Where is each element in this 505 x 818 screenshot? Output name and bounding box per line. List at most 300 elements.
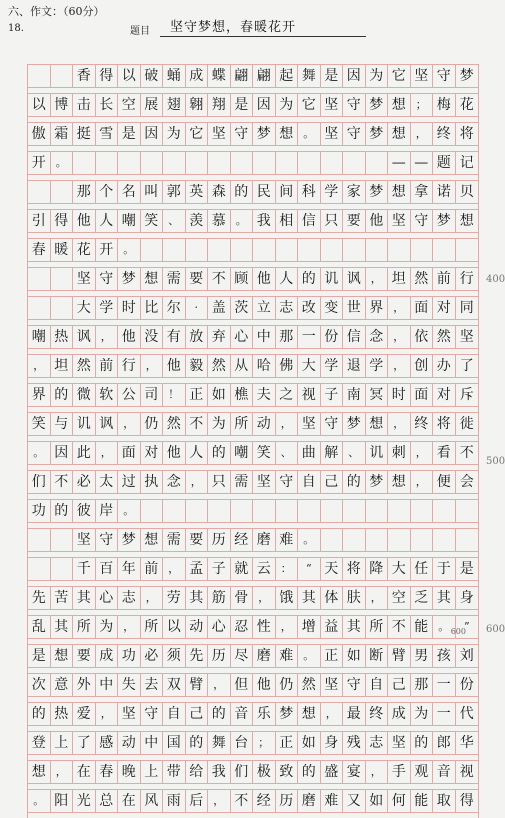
essay-line bbox=[28, 760, 478, 784]
grid-cell: 坚 bbox=[321, 123, 344, 145]
grid-cell: 增 bbox=[298, 616, 321, 638]
grid-cell: 坚 bbox=[459, 329, 474, 345]
grid-cell: 退 bbox=[343, 355, 366, 377]
essay-line bbox=[28, 267, 478, 291]
grid-cell bbox=[28, 65, 51, 87]
grid-cell: 念 bbox=[163, 471, 186, 493]
grid-cell: 必 bbox=[73, 471, 96, 493]
grid-cell: ， bbox=[96, 703, 119, 725]
grid-cell: 台 bbox=[231, 732, 254, 754]
grid-cell: 总 bbox=[96, 790, 119, 812]
grid-cell: 人 bbox=[96, 210, 119, 232]
grid-cell: 击 bbox=[73, 94, 96, 116]
grid-cell: 坚 bbox=[388, 210, 411, 232]
grid-cell: 孩 bbox=[433, 645, 456, 667]
grid-cell: 改 bbox=[298, 297, 321, 319]
grid-cell: 外 bbox=[73, 674, 96, 696]
grid-cell: 梦 bbox=[276, 703, 299, 725]
grid-cell: ， bbox=[411, 123, 434, 145]
grid-cell: 坚 bbox=[298, 413, 321, 435]
grid-cell: 然 bbox=[298, 674, 321, 696]
grid-cell: 最 bbox=[343, 703, 366, 725]
grid-cell: 中 bbox=[253, 326, 276, 348]
grid-cell: 诺 bbox=[433, 181, 456, 203]
grid-cell: 坚 bbox=[73, 529, 96, 551]
grid-cell: 想 bbox=[51, 645, 74, 667]
grid-cell: 大 bbox=[298, 355, 321, 377]
grid-cell: 博 bbox=[51, 94, 74, 116]
grid-cell: 肤 bbox=[343, 587, 366, 609]
grid-cell: 动 bbox=[186, 616, 209, 638]
grid-cell: 梅 bbox=[433, 94, 456, 116]
grid-cell: 翅 bbox=[163, 94, 186, 116]
grid-cell: 想 bbox=[388, 94, 411, 116]
grid-cell: 子 bbox=[321, 384, 344, 406]
grid-cell bbox=[96, 152, 119, 174]
grid-cell: 学 bbox=[321, 355, 344, 377]
grid-cell: 是 bbox=[231, 94, 254, 116]
grid-cell: 能 bbox=[411, 616, 434, 638]
grid-cell bbox=[28, 181, 51, 203]
grid-cell: ， bbox=[276, 616, 299, 638]
grid-cell: 了 bbox=[459, 358, 474, 374]
grid-cell: 想 bbox=[28, 761, 51, 783]
grid-cell: 志 bbox=[276, 297, 299, 319]
grid-cell: 春 bbox=[28, 239, 51, 261]
grid-cell: 他 bbox=[73, 210, 96, 232]
grid-cell: 大 bbox=[388, 558, 411, 580]
grid-cell: 解 bbox=[321, 442, 344, 464]
grid-cell: 坚 bbox=[411, 65, 434, 87]
grid-cell: 乏 bbox=[411, 587, 434, 609]
page-footer: 600 bbox=[450, 627, 466, 636]
essay-line bbox=[28, 731, 478, 755]
grid-cell: 想 bbox=[141, 268, 164, 290]
grid-cell: 次 bbox=[28, 674, 51, 696]
grid-cell: 开 bbox=[28, 152, 51, 174]
grid-cell: 司 bbox=[141, 384, 164, 406]
grid-cell: “ bbox=[298, 558, 321, 580]
grid-cell: 盖 bbox=[208, 297, 231, 319]
grid-cell: ， bbox=[388, 355, 411, 377]
grid-cell: 笑 bbox=[141, 210, 164, 232]
grid-cell: 以 bbox=[163, 616, 186, 638]
grid-cell: 他 bbox=[366, 210, 389, 232]
grid-cell: 舞 bbox=[208, 732, 231, 754]
essay-line bbox=[28, 180, 478, 204]
grid-cell: 须 bbox=[163, 645, 186, 667]
grid-cell: 但 bbox=[231, 674, 254, 696]
grid-cell: 得 bbox=[459, 793, 474, 809]
grid-cell: 、 bbox=[343, 442, 366, 464]
grid-cell: 上 bbox=[141, 761, 164, 783]
grid-cell bbox=[28, 268, 51, 290]
grid-cell: 性 bbox=[253, 616, 276, 638]
grid-cell: 将 bbox=[459, 126, 474, 142]
grid-cell: 功 bbox=[28, 500, 51, 522]
grid-cell: 是 bbox=[321, 65, 344, 87]
grid-cell: 晚 bbox=[118, 761, 141, 783]
grid-cell: 他 bbox=[118, 326, 141, 348]
grid-cell: 前 bbox=[433, 268, 456, 290]
grid-cell: 苦 bbox=[51, 587, 74, 609]
essay-line bbox=[28, 557, 478, 581]
grid-cell bbox=[231, 239, 254, 261]
grid-cell bbox=[366, 500, 389, 522]
essay-line bbox=[28, 702, 478, 726]
grid-cell: 了 bbox=[73, 732, 96, 754]
grid-cell: ， bbox=[96, 326, 119, 348]
grid-cell: 讥 bbox=[321, 268, 344, 290]
grid-cell: 办 bbox=[433, 355, 456, 377]
grid-cell: 。 bbox=[51, 152, 74, 174]
grid-cell: 斥 bbox=[459, 387, 474, 403]
grid-cell: 身 bbox=[459, 590, 474, 606]
grid-cell: ， bbox=[366, 587, 389, 609]
grid-cell: 。 bbox=[298, 529, 321, 551]
grid-cell: 守 bbox=[276, 471, 299, 493]
grid-cell: 因 bbox=[343, 65, 366, 87]
grid-cell: 坚 bbox=[253, 471, 276, 493]
grid-cell: 为 bbox=[163, 123, 186, 145]
grid-cell: — bbox=[411, 152, 434, 174]
grid-cell: 讥 bbox=[73, 413, 96, 435]
grid-cell bbox=[208, 239, 231, 261]
grid-cell: ， bbox=[321, 703, 344, 725]
grid-cell: 他 bbox=[163, 442, 186, 464]
section-heading: 六、作文：（60分） bbox=[8, 5, 105, 18]
grid-cell: 坚 bbox=[388, 732, 411, 754]
grid-cell bbox=[141, 152, 164, 174]
margin-mark-400: 400 bbox=[486, 274, 505, 285]
grid-cell: 所 bbox=[141, 616, 164, 638]
grid-cell: 云 bbox=[253, 558, 276, 580]
grid-cell: 所 bbox=[231, 413, 254, 435]
grid-cell: 那 bbox=[411, 674, 434, 696]
essay-line bbox=[28, 644, 478, 668]
grid-cell: 坚 bbox=[321, 94, 344, 116]
grid-cell: 的 bbox=[343, 471, 366, 493]
grid-cell: 双 bbox=[163, 674, 186, 696]
grid-cell: 花 bbox=[73, 239, 96, 261]
grid-cell: 软 bbox=[96, 384, 119, 406]
grid-cell: 嘲 bbox=[231, 442, 254, 464]
grid-cell bbox=[456, 500, 479, 522]
grid-cell: 孟 bbox=[186, 558, 209, 580]
grid-cell: 是 bbox=[28, 645, 51, 667]
grid-cell: 经 bbox=[253, 790, 276, 812]
grid-cell: 要 bbox=[186, 268, 209, 290]
grid-cell: 行 bbox=[459, 271, 474, 287]
grid-cell: 音 bbox=[433, 761, 456, 783]
grid-cell bbox=[321, 152, 344, 174]
grid-cell: 春 bbox=[96, 761, 119, 783]
grid-cell: 是 bbox=[459, 561, 474, 577]
grid-cell: 便 bbox=[433, 471, 456, 493]
grid-cell: 不 bbox=[459, 445, 474, 461]
grid-cell: 没 bbox=[141, 326, 164, 348]
grid-cell: 所 bbox=[366, 616, 389, 638]
grid-cell: 守 bbox=[411, 210, 434, 232]
grid-cell: 题 bbox=[433, 152, 456, 174]
grid-cell: 乱 bbox=[28, 616, 51, 638]
grid-cell: 以 bbox=[118, 65, 141, 87]
essay-line bbox=[28, 238, 478, 262]
grid-cell: 香 bbox=[73, 65, 96, 87]
grid-cell: 历 bbox=[276, 790, 299, 812]
grid-cell: 念 bbox=[366, 326, 389, 348]
essay-line bbox=[28, 615, 478, 639]
grid-cell: 阳 bbox=[51, 790, 74, 812]
grid-cell: 刘 bbox=[459, 648, 474, 664]
grid-cell bbox=[276, 152, 299, 174]
grid-cell: 给 bbox=[186, 761, 209, 783]
grid-cell: 想 bbox=[366, 413, 389, 435]
grid-cell bbox=[51, 529, 74, 551]
grid-cell: 们 bbox=[231, 761, 254, 783]
grid-cell: 先 bbox=[186, 645, 209, 667]
grid-cell: 间 bbox=[276, 181, 299, 203]
grid-cell: 历 bbox=[208, 645, 231, 667]
grid-cell: 笑 bbox=[253, 442, 276, 464]
grid-cell: ， bbox=[141, 587, 164, 609]
grid-cell: 因 bbox=[51, 442, 74, 464]
grid-cell: 相 bbox=[276, 210, 299, 232]
grid-cell: 为 bbox=[96, 616, 119, 638]
grid-cell: 音 bbox=[231, 703, 254, 725]
grid-cell: 翩 bbox=[231, 65, 254, 87]
grid-cell: 去 bbox=[141, 674, 164, 696]
grid-cell: 开 bbox=[96, 239, 119, 261]
grid-cell: 然 bbox=[73, 355, 96, 377]
grid-cell: 梦 bbox=[366, 471, 389, 493]
grid-cell: 的 bbox=[298, 268, 321, 290]
grid-cell: 夫 bbox=[253, 384, 276, 406]
grid-cell: 需 bbox=[231, 471, 254, 493]
grid-cell: 经 bbox=[231, 529, 254, 551]
grid-cell: 翱 bbox=[186, 94, 209, 116]
essay-line bbox=[28, 441, 478, 465]
grid-cell: 变 bbox=[321, 297, 344, 319]
grid-cell: 因 bbox=[253, 94, 276, 116]
grid-cell: 宴 bbox=[343, 761, 366, 783]
grid-cell: 不 bbox=[51, 471, 74, 493]
grid-cell: 己 bbox=[321, 471, 344, 493]
essay-line bbox=[28, 673, 478, 697]
grid-cell: 依 bbox=[411, 326, 434, 348]
grid-cell bbox=[388, 500, 411, 522]
grid-cell: 守 bbox=[96, 529, 119, 551]
grid-cell: 比 bbox=[141, 297, 164, 319]
grid-cell: 的 bbox=[51, 384, 74, 406]
grid-cell bbox=[253, 152, 276, 174]
essay-line bbox=[28, 383, 478, 407]
grid-cell: 是 bbox=[118, 123, 141, 145]
grid-cell: 讽 bbox=[96, 413, 119, 435]
grid-cell: 空 bbox=[118, 94, 141, 116]
grid-cell: 中 bbox=[96, 674, 119, 696]
grid-cell: 爱 bbox=[73, 703, 96, 725]
grid-cell bbox=[321, 239, 344, 261]
grid-cell: 只 bbox=[321, 210, 344, 232]
grid-cell: 守 bbox=[433, 65, 456, 87]
grid-cell bbox=[208, 152, 231, 174]
grid-cell: 磨 bbox=[298, 790, 321, 812]
grid-cell: 一 bbox=[298, 326, 321, 348]
grid-cell bbox=[321, 529, 344, 551]
grid-cell bbox=[366, 152, 389, 174]
essay-line bbox=[28, 354, 478, 378]
grid-cell: ； bbox=[411, 94, 434, 116]
grid-cell: 想 bbox=[388, 471, 411, 493]
grid-cell: 梦 bbox=[366, 123, 389, 145]
grid-cell: 面 bbox=[411, 384, 434, 406]
grid-cell: 对 bbox=[141, 442, 164, 464]
grid-cell: 如 bbox=[366, 790, 389, 812]
grid-cell: 破 bbox=[141, 65, 164, 87]
grid-cell: 的 bbox=[208, 442, 231, 464]
grid-cell: 一 bbox=[433, 674, 456, 696]
grid-cell: 尽 bbox=[231, 645, 254, 667]
margin-mark-500: 500 bbox=[486, 456, 505, 467]
grid-cell: ， bbox=[366, 268, 389, 290]
grid-cell: 中 bbox=[141, 732, 164, 754]
grid-cell: 羡 bbox=[186, 210, 209, 232]
grid-cell: 从 bbox=[231, 355, 254, 377]
grid-cell: 动 bbox=[118, 732, 141, 754]
grid-cell: 上 bbox=[51, 732, 74, 754]
grid-cell: 先 bbox=[28, 587, 51, 609]
essay-line bbox=[28, 151, 478, 175]
grid-cell: 梦 bbox=[433, 210, 456, 232]
essay-line bbox=[28, 412, 478, 436]
grid-cell: 学 bbox=[321, 181, 344, 203]
grid-cell: 己 bbox=[388, 674, 411, 696]
grid-cell: 观 bbox=[411, 761, 434, 783]
grid-cell: 弃 bbox=[208, 326, 231, 348]
grid-cell: 其 bbox=[51, 616, 74, 638]
grid-cell: 前 bbox=[141, 558, 164, 580]
grid-cell: 忍 bbox=[231, 616, 254, 638]
grid-cell bbox=[163, 500, 186, 522]
grid-cell: 代 bbox=[459, 706, 474, 722]
grid-cell: 想 bbox=[276, 123, 299, 145]
grid-cell: ， bbox=[51, 761, 74, 783]
grid-cell: 信 bbox=[343, 326, 366, 348]
grid-cell: 讽 bbox=[343, 268, 366, 290]
grid-cell bbox=[163, 239, 186, 261]
grid-cell: 国 bbox=[163, 732, 186, 754]
grid-cell bbox=[51, 297, 74, 319]
grid-cell: 守 bbox=[321, 413, 344, 435]
grid-cell: 就 bbox=[231, 558, 254, 580]
grid-cell: 、 bbox=[276, 442, 299, 464]
grid-cell: 心 bbox=[208, 616, 231, 638]
grid-cell: 终 bbox=[366, 703, 389, 725]
grid-cell bbox=[231, 152, 254, 174]
grid-cell: 顾 bbox=[231, 268, 254, 290]
grid-cell: 慕 bbox=[208, 210, 231, 232]
grid-cell: 想 bbox=[141, 529, 164, 551]
grid-cell: 英 bbox=[186, 181, 209, 203]
grid-cell: 又 bbox=[343, 790, 366, 812]
grid-cell: 暖 bbox=[51, 239, 74, 261]
grid-cell: 需 bbox=[163, 268, 186, 290]
grid-cell: 正 bbox=[276, 732, 299, 754]
grid-cell: 讥 bbox=[366, 442, 389, 464]
grid-cell bbox=[51, 65, 74, 87]
grid-cell: ， bbox=[118, 616, 141, 638]
grid-cell: 樵 bbox=[231, 384, 254, 406]
grid-cell: 南 bbox=[343, 384, 366, 406]
grid-cell: 花 bbox=[459, 97, 474, 113]
grid-cell: 会 bbox=[459, 474, 474, 490]
grid-cell: 翩 bbox=[253, 65, 276, 87]
grid-cell: 想 bbox=[388, 181, 411, 203]
essay-line bbox=[28, 528, 478, 552]
grid-cell: 视 bbox=[298, 384, 321, 406]
margin-mark-600: 600 bbox=[486, 624, 505, 635]
grid-cell: 守 bbox=[231, 123, 254, 145]
grid-cell: 守 bbox=[343, 94, 366, 116]
grid-cell: 不 bbox=[186, 413, 209, 435]
grid-cell: 蝶 bbox=[208, 65, 231, 87]
grid-cell: 成 bbox=[186, 65, 209, 87]
grid-cell: 同 bbox=[459, 300, 474, 316]
grid-cell: 过 bbox=[118, 471, 141, 493]
grid-cell: 他 bbox=[163, 355, 186, 377]
essay-grid bbox=[27, 64, 479, 818]
grid-cell: 然 bbox=[208, 355, 231, 377]
grid-cell bbox=[141, 239, 164, 261]
essay-line bbox=[28, 470, 478, 494]
grid-cell: 将 bbox=[343, 558, 366, 580]
grid-cell: 意 bbox=[51, 674, 74, 696]
grid-cell: 看 bbox=[433, 442, 456, 464]
grid-cell: 梦 bbox=[459, 68, 474, 84]
grid-cell bbox=[28, 529, 51, 551]
grid-cell: 心 bbox=[231, 326, 254, 348]
grid-cell bbox=[51, 268, 74, 290]
grid-cell: 光 bbox=[73, 790, 96, 812]
grid-cell: ， bbox=[28, 355, 51, 377]
grid-cell: ， bbox=[141, 355, 164, 377]
essay-line bbox=[28, 122, 478, 146]
essay-line bbox=[28, 64, 478, 88]
grid-cell: 为 bbox=[208, 413, 231, 435]
grid-cell: 以 bbox=[28, 94, 51, 116]
grid-cell: 执 bbox=[141, 471, 164, 493]
grid-cell: 不 bbox=[208, 268, 231, 290]
grid-cell: 我 bbox=[253, 210, 276, 232]
grid-cell: 他 bbox=[253, 674, 276, 696]
grid-cell: 佛 bbox=[276, 355, 299, 377]
grid-cell: 翔 bbox=[208, 94, 231, 116]
grid-cell: 茨 bbox=[231, 297, 254, 319]
grid-cell: 难 bbox=[276, 529, 299, 551]
grid-cell: ， bbox=[388, 326, 411, 348]
grid-cell: 有 bbox=[163, 326, 186, 348]
grid-cell: 自 bbox=[163, 703, 186, 725]
grid-cell bbox=[298, 152, 321, 174]
grid-cell: 雪 bbox=[96, 123, 119, 145]
grid-cell: 学 bbox=[96, 297, 119, 319]
grid-cell: 此 bbox=[73, 442, 96, 464]
grid-cell: 极 bbox=[253, 761, 276, 783]
grid-cell: 感 bbox=[96, 732, 119, 754]
grid-cell: 的 bbox=[28, 703, 51, 725]
grid-cell: 大 bbox=[73, 297, 96, 319]
